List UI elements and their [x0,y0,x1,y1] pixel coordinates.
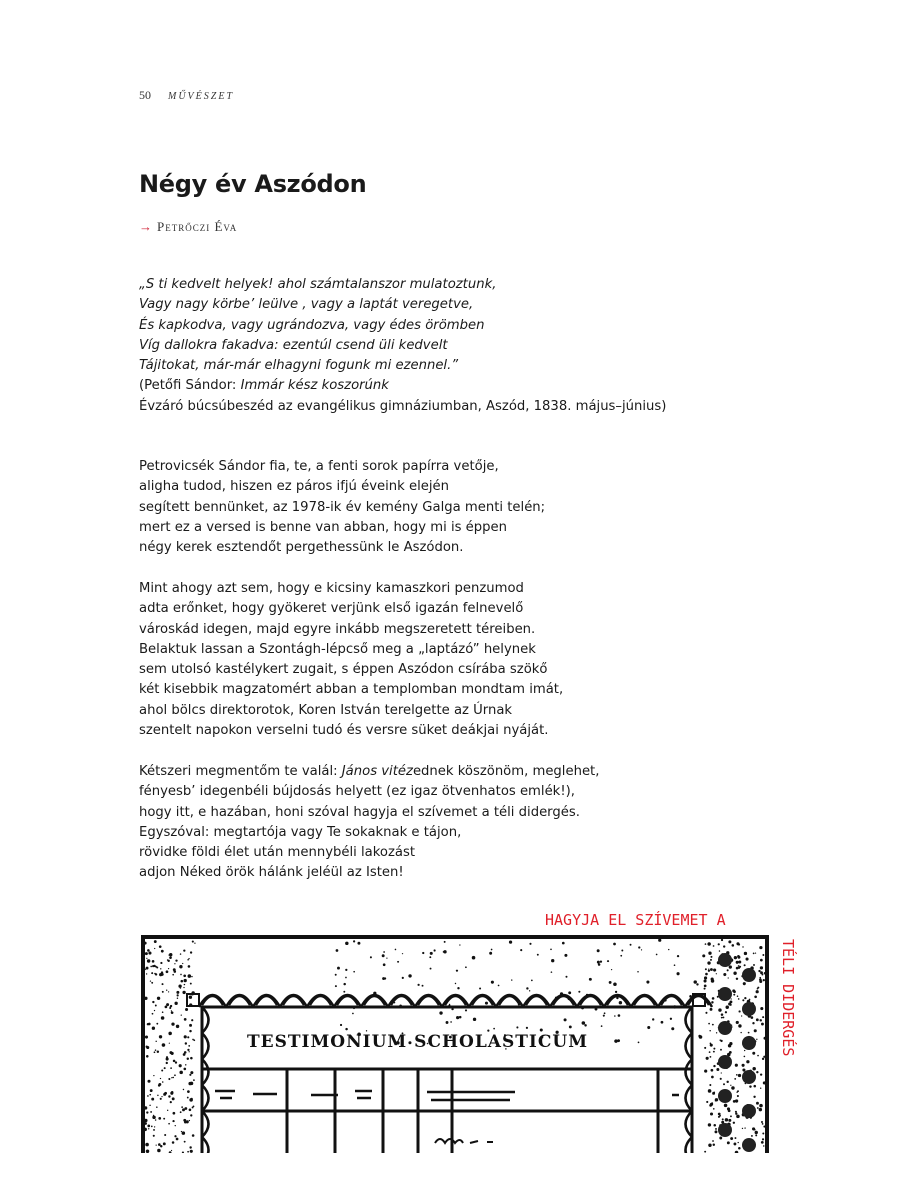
text-line: négy kerek esztendőt pergethessünk le Aszódon. [139,540,464,556]
article-title: Négy év Aszódon [139,170,367,198]
arrow-right-icon: → [139,219,153,234]
certificate-illustration [135,895,815,1153]
paragraph-2 [139,579,563,741]
epigraph-line: Víg dallokra fakadva: ezentúl csend üli kedvelt [139,337,448,353]
paragraph-3 [139,762,599,884]
epigraph-source-title: Immár kész koszorúnk [240,378,389,394]
text-line: két kisebbik magzatomért abban a templomban mondtam imát, [139,682,564,698]
text-line: adjon Néked örök hálánk jeléül az Isten! [139,865,404,881]
text-line: hogy itt, e hazában, honi szóval hagyja el szívemet a téli didergés. [139,804,580,820]
text-line: adta erőnket, hogy gyökeret verjünk első igazán felnevelő [139,601,524,617]
text-segment: Kétszeri megmentőm te valál: [139,764,342,779]
text-line: mert ez a versed is benne van abban, hogy mi is éppen [139,519,507,535]
epigraph-line: Tájitokat, már-már elhagyni fogunk mi ezennel.” [139,358,459,374]
epigraph-source-detail: Évzáró búcsúbeszéd az evangélikus gimnáziumban, Aszód, 1838. május–június) [139,398,667,414]
epigraph-line: „S ti kedvelt helyek! ahol számtalanszor mulatoztunk, [139,277,497,292]
text-line: városkád idegen, majd egyre inkább megszeretett téreiben. [139,621,536,637]
text-line: segített bennünket, az 1978-ik év kemény Galga menti telén; [139,499,546,515]
text-line: rövidke földi élet után mennybéli lakozást [139,845,416,861]
inner-frame [202,1007,692,1153]
epigraph [139,275,666,417]
text-line: Belaktuk lassan a Szontágh-lépcső meg a „laptázó” helynek [139,641,536,657]
running-header [139,88,234,103]
text-segment: ednek köszönöm, meglehet, [412,764,600,779]
certificate-heading: TESTIMONIUM SCHOLASTICUM [247,1032,589,1052]
author-name: Petrőczi Éva [157,219,238,234]
text-line: Egyszóval: megtartója vagy Te sokaknak e tájon, [139,824,462,840]
epigraph-line: És kapkodva, vagy ugrándozva, vagy édes örömben [139,317,485,333]
paragraph-1 [139,457,545,558]
text-line: fényesb’ idegenbéli bújdosás helyett (ez igaz ötvenhatos emlék!), [139,784,575,800]
author-byline [139,219,237,235]
section-name: MŰVÉSZET [168,91,234,102]
text-line: Petrovicsék Sándor fia, te, a fenti sorok papírra vetője, [139,459,499,474]
handwritten-note-top: HAGYJA EL SZÍVEMET A [545,911,726,929]
text-line: szentelt napokon verselni tudó és versre süket deákjai nyáját. [139,723,549,739]
epigraph-source-prefix: (Petőfi Sándor: [139,378,241,394]
text-line: ahol bölcs direktorotok, Koren István terelgette az Úrnak [139,702,513,718]
scalloped-border [199,995,712,1153]
page-number: 50 [139,88,151,102]
text-line: Mint ahogy azt sem, hogy e kicsiny kamaszkori penzumod [139,581,524,596]
text-line: sem utolsó kastélykert zugait, s éppen Aszódon csírába szökő [139,662,548,678]
corner-ornament [187,994,199,1006]
handwritten-note-side: TÉLI DIDERGÉS [779,939,797,1057]
italic-title: János vitéz [341,764,413,779]
text-line: aligha tudod, hiszen ez páros ifjú éveink elején [139,479,449,495]
epigraph-line: Vagy nagy körbe’ leülve , vagy a laptát veregetve, [139,297,474,313]
